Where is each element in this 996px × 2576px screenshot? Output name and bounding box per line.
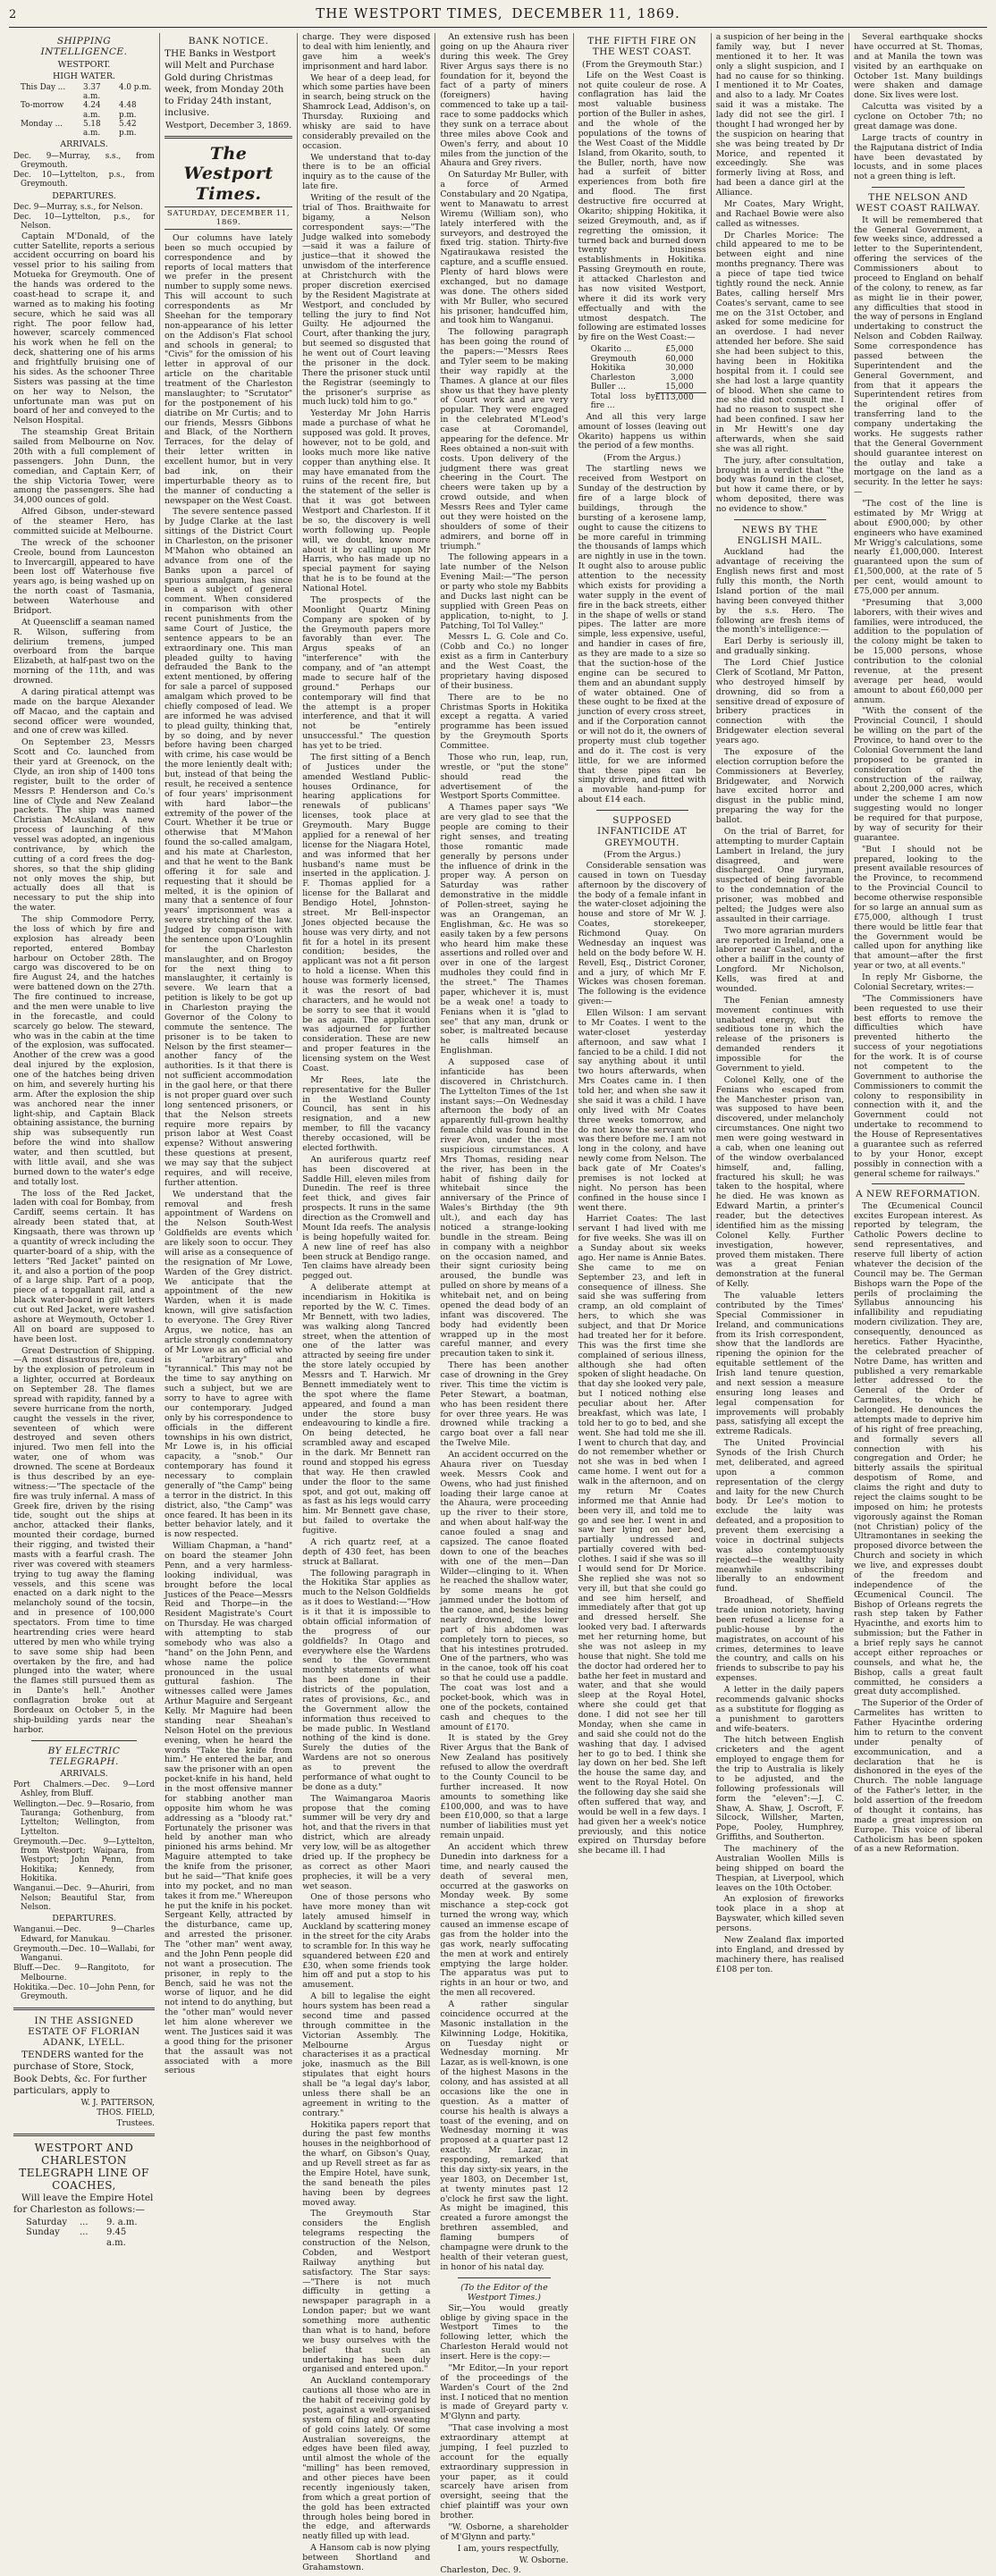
article-paragraph: Considerable sensation was caused in town on Tuesday afternoon by the discovery of the body of a female infant in the water-closet adjoining the house and store of Mr W. J. Coates, storekeeper, Richmond Quay. On Wednesday an inquest was held on the body before W. H. Revell, Esq., District Coroner, and a jury, of which Mr F. Wickes was chosen foreman. The following is the evidence given:— <box>578 860 706 1007</box>
letter-place: Charleston, Dec. 9. <box>440 2565 521 2576</box>
tel-departures-label: DEPARTURES. <box>52 1914 116 1924</box>
paper-title: The Westport Times. <box>183 144 274 204</box>
divider <box>872 187 965 188</box>
tel-departure-item: Bluff.—Dec. 9—Rangitoto, for Melbourne. <box>13 1964 155 1983</box>
article-paragraph: Harriet Coates: The last servant I had lived with me for five weeks. She was ill on a Sunday about six weeks ago. Her name is Annie Bates. She came to me on September 23, and left in consequence of illness. She said she was suffering from cramp, an old complaint of hers, to which she was subject, and that Dr Morice had treated her for it before. This was the first time she complained of serious illness, although she had often spoken of slight headache. On that day she looked very pale, but I noticed nothing else peculiar about her. After breakfast, which was late, I told her to go to bed, and she went. She had told me she ill. I went to church that day, and do not remember whether or not she was in bed when I came home. I went out for a walk in the afternoon, and on my return Mr Coates informed me that Annie had been very ill, and told me to go and see her. I went in and saw her lying on her bed, partially undressed and partially covered with bed-clothes. I said if she was so ill I would send for Dr Morice. She replied she was not so very ill, but that she could go and see him herself, and immediately after that got up and dressed herself. She looked very bad. I afterwards met her returning home, but she was not asleep in my house that night. She told me the doctor had ordered her to bathe her feet in mustard and water, and that she would sleep at the Royal Hotel, where she could get that done. I did not see her till Monday, when she came in and said she could not do the washing that day. I advised her to go to bed. I think she lay down on her bed. She left the house the same day, and went to the Royal Hotel. On the following day she said she often suffered that way, and would be well in a few days. I had given her a week's notice previously, and this notice expired on Thursday before she became ill. I had <box>578 1214 706 1856</box>
article-paragraph: The exposure of the election corruption before the Commissioners at Beverley, Bridgewater, and Norwich have excited horror and disgust in the public mind, preparing the way for the ballot. <box>715 746 844 826</box>
article-paragraph: On September 23, Messrs Scott and Co. launched from their yard at Greenock, on the Clyde, an iron ship of 1400 tons register, built to the order of Messrs P. Henderson and Co.'s line of Clyde and New Zealand packets. The ship was named Christian McAusland. A new process of launching of this vessel was adopted, an ingenious contrivance, by which the cutting of a cord frees the dog-shores, so that the ship gliding not only moves the ship, but actually does all that is necessary to put the ship into the water. <box>13 737 155 913</box>
letter-paragraph: "That case involving a most extraordinary attempt at jumping, I feel puzzled to account for the equally extraordinary suppression in your paper, as it could scarcely have arisen from oversight, seeing that the chief plaintiff was your own brother. <box>440 2423 569 2521</box>
bank-notice: THE Banks in Westport will Melt and Purchase Gold during Christmas week, from Monday 20th to Friday 24th instant, inclusive. <box>165 48 284 118</box>
article-paragraph: A bill to legalise the eight hours system has been read a second time and passed through committee in the Victorian Assembly. The Melbourne Argus characterises it as a practical joke, inasmuch as the Bill stipulates that eight hours shall be "a legal day's labor, unless there shall be an agreement in writing to the contrary." <box>302 1991 431 2118</box>
article-paragraph: An accident occurred on the Ahaura river on Tuesday week. Messrs Cook and Owens, who had just finished loading their large canoe at the Ahaura, were proceeding up the river to their store, and when about half-way the canoe fouled a snag and capsized. The canoe floated down to one of the beaches with one of the men—Dan Wilder—clinging to it. When he reached the shallow water, by some means he got jammed under the bottom of the canoe, and, besides being nearly drowned, the lower part of his abdomen was completely torn to pieces, so that his intestines protruded. One of the partners, who was in the canoe, took off his coat so that he could use a paddle. The coat was lost and a pocket-book, which was in one of the pockets, contained cash and cheques to the amount of £170. <box>440 1450 569 1732</box>
article-paragraph: "Presuming that 3,000 laborers, with their wives and families, were introduced, the addition to the population of the colony might be taken to be 15,000 persons, whose contribution to the colonial revenue, at the present average per head, would amount to about £60,000 per annum. <box>853 597 983 705</box>
infanticide-source: (From the Argus.) <box>603 849 681 860</box>
page-number: 2 <box>9 8 17 21</box>
article-paragraph: An accident which threw Dunedin into darkness for a time, and nearly caused the death of several men, occurred at the gasworks on Monday week. By some mischance a step-cock got turned the wrong way, which caused an immense escape of gas from the holder into the gas work, nearly suffocating the men at work and entirely emptying the large holder. The apparatus was put to rights in an hour or two, and the men all recovered. <box>440 1842 569 1999</box>
letter-paragraph: "W. Osborne, a shareholder of M'Glynn and party." <box>440 2521 569 2542</box>
divider <box>734 519 826 520</box>
article-paragraph: It is stated by the Grey River Argus that the Bank of New Zealand has positively refused to allow the overdraft to the County Council to be further increased. It now amounts to something like £100,000, and was to have been £10,000, so that a large number of liabilities must yet remain unpaid. <box>440 1733 569 1841</box>
article-paragraph: Several earthquake shocks have occurred at St. Thomas, and at Manila the town was visited by an earthquake on October 1st. Many buildings were shaken and damage done. Six lives were lost. <box>853 32 983 101</box>
tel-departure-item: Wanganui.—Dec. 9—Charles Edward, for Manukau. <box>13 1925 155 1944</box>
tel-arrival-item: Wanganui.—Dec. 9—Ahuriri, from Nelson; Beautiful Star, from Nelson. <box>13 1884 155 1912</box>
reform-heading: A NEW REFORMATION. <box>856 1189 981 1200</box>
article-paragraph: An auriferous quartz reef has been discovered at Saddle Hill, eleven miles from Dunedin. The reef is three feet thick, and gives fair prospects. It runs in the same direction as the Cromwell and Mount Ida reefs. The analysis is being hopefully waited for. A new line of reef has also been struck at Bendigo range. Ten claims have already been pegged out. <box>302 1154 431 1282</box>
article-paragraph: A letter in the daily papers recommends galvanic shocks as a substitute for flogging as a punishment to garotters and wife-beaters. <box>715 1685 844 1734</box>
arrival-item: Dec. 10—Lyttelton, p.s., from Greymouth. <box>13 171 155 189</box>
article-paragraph: An extensive rush has been going on up the Ahaura river during this week. The Grey River Argus says there is no foundation for it, beyond the fact of a party of miners (foreigners) having commenced to take up a tail-race to some paddocks which they sunk on a terrace about three miles above Cook and Owen's ferry, and about 10 miles from the junction of the Ahaura and Grey rivers. <box>440 32 569 169</box>
article-paragraph: The Fenian amnesty movement continues with unabated energy, but the seditious tone in which the release of the prisoners is demanded renders it impossible for the Government to yield. <box>715 995 844 1073</box>
article-paragraph: We hear of a deep lead, for which some parties have been in search, being struck on the Shamrock Lead, Addison's, on Thursday. Ruxioing and whisky are said to have considerably prevailed on the occasion. <box>302 72 431 151</box>
port-heading: WESTPORT. <box>57 59 111 70</box>
column-3 <box>298 32 435 2572</box>
bank-heading: BANK NOTICE. <box>188 36 269 46</box>
article-paragraph: On Saturday Mr Buller, with a force of Armed Constabulary and 20 Ngatipa, went to Manawatu to arrest Wiremu (William son), who lately interfered with the surveyors, and destroyed the fixed trig. station. Thirty-five Ngatiraukawa resisted the capture, and a scuffle ensued. Plenty of hard blows were exchanged, but no damage was done. The others sided with Mr Buller, who secured his prisoner, handcuffed him, and took him to Wanganui. <box>440 170 569 326</box>
article-paragraph: An Auckland contemporary cautions all those who are in the habit of receiving gold by post, against a well-organised system of filing and sweating of gold coins lately. Of some Australian sovereigns, the edges have been filed away, until almost the whole of the "milling" has been removed, and other pieces have been recently ingeniously taken, from which a great portion of the gold has been extracted through holes being bored in the edge, and afterwards neatly filled up with lead. <box>302 2376 431 2542</box>
article-paragraph: The Waimangaroa Maoris propose that the coming summer will be very dry and hot, and that the rivers in that district, which are already very low, will be as altogether dried up. If the prophecy be as correct as other Maori prophecies, it will be a very wet season. <box>302 1793 431 1891</box>
article-paragraph: Captain M'Donald, of the cutter Satellite, reports a serious accident occurring on board his vessel prior to his sailing from Motueka for Greymouth. One of the hands was ordered to the coast-head to scrape it, and warned as to making his footing secure, which he said was all right. The poor fellow had, however, scarcely commenced his work when he fell on the deck, shattering one of his arms and frightfully bruising one of his sides. As the schooner Three Sisters was passing at the time on her way to Nelson, the unfortunate man was put on board of her and conveyed to the Nelson Hospital. <box>13 231 155 426</box>
paper-name: THE WESTPORT TIMES, <box>316 5 503 21</box>
article-paragraph: The following paragraph in the Hokitika Star applies as much to the Nelson Goldfields as it does to Westland:—"How is it that it is impossible to obtain official information of the progress of our goldfields? In Otago and everywhere else the Wardens send to the Government monthly statements of what has been done in their districts of the population, rates of provisions, &c., and the Government allow the information thus received to be made public. In Westland nothing of the kind is done. Surely the duties of the Wardens are not so onerous as to prevent the performance of what ought to be done as a duty." <box>302 1568 431 1792</box>
article-paragraph: Our columns have lately been so much occupied by correspondence and by reports of local matters that we prefer in the present number to supply some news. This will account to such correspondents as Mr Sheehan for the temporary non-appearance of his letter on the Addison's Flat school and schools in general; to "Civis" for the omission of his letter in approval of our article on the charitable treatment of the Charleston manslaughter; to "Scrutator" for the postponement of his diatribe on Mr Curtis; and to our friends, Messrs Gibbons and Black, of the Northern Terraces, for the delay of their letter written in excellent humor, but in very bad ink, on their imperturbable theory as to the manner of conducting a newspaper on the West Coast. <box>165 232 293 506</box>
issue-date: DECEMBER 11, 1869. <box>511 5 680 21</box>
article-paragraph: The ship Commodore Perry, the loss of which by fire and explosion has already been reported, entered Bombay harbour on October 28th. The cargo was discovered to be on fire August 24, and the hatches were battened down on the 27th. The fire continued to increase, and the men were unable to live in the forecastle, and could scarcely go below. The steward, who was in the cabin at the time of the explosion, was suffocated. Another of the crew was a good deal injured by the explosion, one of the hatches being driven on him, and severely hurting his arm. After the explosion the ship was anchored near the inner light-ship, and Captain Black obtaining assistance, the burning ship was subsequently run before the wind into shallow water, and then scuttled, but with little avail, and she was burned down to the water's edge and totally lost. <box>13 914 155 1187</box>
article-paragraph: Calcutta was visited by a cyclone on October 7th; no great damage was done. <box>853 102 983 131</box>
masthead <box>9 5 987 28</box>
bank-date: Westport, December 3, 1869. <box>165 121 292 131</box>
article-paragraph: A supposed case of infanticide has been discovered in Christchurch. The Lyttelton Times of the 1st instant says:—On Wednesday afternoon the body of an apparently full-grown healthy female child was found in the river Avon, under the most suspicious circumstances. A Mrs Thomas, residing near the river, has been in the habit of fishing daily for whitebait since the anniversary of the Prince of Wales's Birthday (the 9th ult.), and each day has noticed a strange-looking bundle in the stream. Being in company with a neighbor on the occasion named, and their signt curiosity being aroused, the bundle was pulled on shore by means of a whitebait net, and on being opened the dead body of an infant was discovered. The body had evidently been wrapped up in the most careful manner, and every precaution taken to sink it. <box>440 1057 569 1360</box>
article-paragraph: Life on the West Coast is not quite couleur de rose. A conflagration has laid the most valuable business portion of the Buller in ashes, and the whole of the populations of the towns of the West Coast of the Middle Island, from Okarito, south, to the Buller, north, have now had a surfeit of bitter experiences from both fire and flood. The first destructive fire occurred at Okarito; shipping Hokitika, it seized Greymouth, and, as if regretting the omission, it turned back and burned down twenty business establishments in Hokitika. Passing Greymouth en route, it attacked Charleston and has now visited Westport, where it did its work very effectually and with the utmost despatch. The following are estimated losses by fire on the West Coast:— <box>578 70 706 343</box>
fire-source: (From the Greymouth Star.) <box>582 59 703 70</box>
letter-paragraph: Sir,—You would greatly oblige by giving space in the Westport Times to the following letter, which the Charleston Herald would not insert. Here is the copy:— <box>440 2302 569 2362</box>
article-paragraph: The Lord Chief Justice Clerk of Scotland, Mr Patton, who destroyed himself by drowning, did so from a sensitive dread of exposure of bribery practices in connection with the Bridgewater election several years ago. <box>715 658 844 746</box>
estate-heading: IN THE ASSIGNED ESTATE OF FLORIAN ADANK, LYELL. <box>28 2015 140 2049</box>
article-paragraph: The Œcumenical Council excites European interest. As reported by telegram, the Catholic Powers decline to send representatives, and reserve full liberty of action whatever the decision of the Council may be. The German Bishops warn the Pope of the perils of proclaiming the Syllabus announcing his infallibility and repudiating modern civilization. They are, consequently, denounced as heretics. Father Hyacinthe, the celebrated preacher of Notre Dame, has written and published a very remarkable letter addressed to the General of the Order of Carmelites, to which he belonged. He denounces the attempts made to deprive him of his right of free preaching, and formally severs all connection with his congregation and Order; he bitterly assails the spiritual despotism of Rome, and claims the right and duty to reject the claims sought to be imposed on him; he protests vigorously against the Roman (not Christian) policy of the Ultramontanes in seeking the proposed divorce between the Church and society in which we live, and expresses doubt of the freedom and independence of the Œcumenical Council. The Bishop of Orleans regrets the rash step taken by Father Hyacinthe, and exorts him to submission; but the Father in a brief reply says he cannot accept either reproaches or counsels, and what he, the Bishop, calls a great fault committed, he considers a great duty accomplished. <box>853 1200 983 1697</box>
article-paragraph: The valuable letters contributed by the Times' Special Commissioner in Ireland, and communications from its Irish correspondent, show that the landlords are ripening the opinion for the equitable settlement of the Irish land tenure question, and next session a measure ensuring long leases and legal compensation for improvements will probably pass, satisfying all except the extreme Radicals. <box>715 1291 844 1437</box>
letter-signature: W. Osborne. <box>519 2555 569 2565</box>
article-paragraph: The startling news we received from Westport on Sunday of the destruction by fire of a large block of buildings, through the bursting of a kerosene lamp, ought to cause the citizens to be more careful in trimming the thousands of lamps which are nightly in use in the town. It ought also to arouse public attention to the necessity which exists for providing a water supply in the event of fire in the back streets, either in the shape of wells or stand pipes. The latter are more simple, less expensive, useful, and handier in cases of fire, as they are made to a size so that the suction-hose of the engine can be secured to them and an abundant supply of water obtained. One of these ought to be fixed at the junction of every cross street, and if the Corporation cannot or will not do it, the owners of property must club together and do it. The cost is very little, for we are informed that these pipes can be simply driven, and fitted with a movable hand-pump for about £14 each. <box>578 464 706 805</box>
article-paragraph: It will be remembered that the General Government, a few weeks since, addressed a letter to the Superintendent, offering the services of the Commissioners about to proceed to England on behalf of the colony, to renew, as far as might lie in their power, any difficulties that stood in the way of persons in England undertaking to construct the Nelson and Cobden Railway. Some correspondence has passed between the Superintendent and the General Government, and from that it appears the Superintendent retires from the original offer of transferring land to the company undertaking the works. He suggests rather that the General Government should guarantee interest on the outlay and take a mortgage on the land as a security. In the letter he says:— <box>853 215 983 498</box>
letter-heading: (To the Editor of the Westport Times.) <box>460 2282 548 2302</box>
infanticide-heading: SUPPOSED INFANTICIDE AT GREYMOUTH. <box>597 815 688 848</box>
fire-heading: THE FIFTH FIRE ON THE WEST COAST. <box>587 36 697 58</box>
article-paragraph: The wreck of the schooner Creole, bound from Launceston to Invercargill, appeared to have been lost off Waterhouse five years ago, is being washed up on the north coast of Tasmania, between Waterhouse and Bridport. <box>13 537 155 616</box>
article-paragraph: Auckland had the advantage of receiving the English news first and most fully this month, the North Island portion of the mail having been conveyed thither by the s.s. Hero. The following are fresh items of the month's intelligence:— <box>715 547 844 636</box>
divider <box>13 2134 155 2136</box>
article-paragraph: On the trial of Barret, for attempting to murder Captain Lambert in Ireland, the jury disagreed, and were discharged. One juryman, suspected of being favorable to the condemnation of the prisoner, was mobbed and pelted; the Judges were also assaulted in their carriage. <box>715 826 844 924</box>
article-paragraph: An explosion of fireworks took place in a shop at Bayswater, which killed seven persons. <box>715 1894 844 1934</box>
column-6 <box>712 32 849 1974</box>
article-paragraph: "The cost of the line is estimated by Mr Wrigg at about £900,000; by other engineers who have examined Mr Wrigg's calculations, some nearly £1,000,000. Interest guaranteed upon the sum of £1,500,000, at the rate of 5 per cent, would amount to £75,000 per annum. <box>853 499 983 596</box>
departure-item: Dec. 9—Murray, s.s., for Nelson. <box>13 202 143 212</box>
column-2 <box>160 33 298 2076</box>
article-paragraph: William Chapman, a "hand" on board the steamer John Penn, and a very harmless-looking individual, was brought before the local Justices of the Peace—Messrs Reid and Thorpe—in the Resident Magistrate's Court on Thursday. He was charged with attempting to stab somebody who was also a "hand" on the John Penn, and whose name the police pronounced in the usual guttural fashion. The witnesses called were James Arthur Maguire and Sergeant Kelly. Mr Maguire had been standing near Sheahan's Nelson Hotel on the previous evening, when he heard the words "Take the knife from him." He entered the bar, and saw the prisoner with an open pocket-knife in his hand, held in the most offensive manner for stabbing another man opposite him whom he was addressing as a "bloody rat." Fortunately the prisoner was held by another man who pinioned his arms behind. Mr Maguire attempted to take the knife from the prisoner, but he said—"That knife goes into my pocket, and no man takes it from me." Whereupon he put the knife in his pocket. Sergeant Kelly, attracted by the disturbance, came up, and arrested the prisoner. The "other man" went away, and the John Penn people did not want a prosecution. The prisoner, in reply to the Bench, said he was not the worse of liquor, and he did not intend to do anything, but the "other man" would never let him alone wherever we went. The Justices said it was a good thing for the prisoner that the assault was not associated with a more serious <box>165 1541 293 2076</box>
article-paragraph: New Zealand flax imported into England, and dressed by machinery there, has realised £108 per ton. <box>715 1934 844 1974</box>
article-paragraph: Colonel Kelly, one of the Fenians who escaped from the Manchester prison van, was supposed to have been discovered, under melancholy circumstances. One night two men were going westward in a cab, when one leaning out of the window overbalanced himself, and, falling, fractured his skull; he was taken to the hospital, where he died. He was known as Edward Martin, a printer's reader, but the detectives identified him as the missing Colonel Kelly. Further investigation, however, proved them mistaken. There was a great Fenian demonstration at the funeral of Kelly. <box>715 1074 844 1290</box>
article-paragraph: A daring piratical attempt was made on the barque Alexander off Macao, and the captain and second officer were wounded, and one of crew was killed. <box>13 686 155 737</box>
arrivals-label: ARRIVALS. <box>60 139 108 150</box>
letter-paragraph: "Mr Editor,—In your report of the proceedings of the Warden's Court of the 2nd inst. I noticed that no mention is made of Greyard party v. M'Glynn and party. <box>440 2362 569 2422</box>
masthead-title <box>45 5 951 21</box>
article-paragraph: The steamship Great Britain sailed from Melbourne on Nov. 20th with a full complement of passengers. John Dunn, the comedian, and Captain Kerr, of the ship Victoria Tower, were among the passengers. She had 34,000 ounces of gold. <box>13 427 155 506</box>
divider <box>596 810 688 811</box>
letter-close: I am, yours respectfully, <box>457 2543 560 2554</box>
high-water-label: HIGH WATER. <box>52 71 115 81</box>
article-paragraph: A deliberate attempt at incendiarism in Hokitika is reported by the W. C. Times. Mr Bennett, with two ladies, was walking along Tancred street, when the attention of one of the latter was attracted by seeing fire under the store lately occupied by Messrs and T. Harwich. Mr Bennett immediately went to the spot where the flame appeared, and found a man under the store busy endeavouring to kindle a fire. On being detected, he scrambled away and escaped in the dark. Mr Bennett ran round and stopped his egress that way. He then crawled under the floor to the same spot, and got out, making off as fast as his legs would carry him. Mr Bennett gave chase, but failed to overtake the fugitive. <box>302 1283 431 1536</box>
column-1 <box>9 33 160 2249</box>
article-paragraph: And all this very large amount of losses (leaving out Okarito) happens us within the period of a few months. <box>578 411 706 451</box>
article-paragraph: A rich quartz reef, at a depth of 430 feet, has been struck at Ballarat. <box>302 1536 431 1567</box>
tel-arrival-item: Port Chalmers.—Dec. 9—Lord Ashley, from Bluff. <box>13 1780 155 1799</box>
article-paragraph: In reply Mr Gisborne, the Colonial Secretary, writes:— <box>853 972 983 992</box>
article-paragraph: The following appears in a late number of the Nelson Evening Mail:—"The person or party who stole my Babbits and Ducks last night can be supplied with Green Peas on application, to-night, to J. Patching, Tol Tol Valley." <box>440 552 569 631</box>
divider <box>31 1740 137 1741</box>
article-paragraph: Alfred Gibson, under-steward of the steamer Hero, has committed suicide at Melbourne. <box>13 507 155 536</box>
railway-heading: THE NELSON AND WEST COAST RAILWAY. <box>856 192 981 215</box>
coach-notice: Will leave the Empire Hotel for Charleston as follows:— <box>13 2192 154 2215</box>
article-paragraph: Earl Derby is seriously ill, and gradually sinking. <box>715 636 844 657</box>
dateline: SATURDAY, DECEMBER 11, 1869. <box>165 206 292 230</box>
article-paragraph: The following paragraph has been going the round of the papers:—"Messrs Rees and Tyler seem to be making their way rapidly at the Thames. A glance at our files show us that they have plenty of Court work and are very popular. They were engaged in the celebrated M'Leod's case at Coromandel, appearing for the defence. Mr Rees obtained a non-suit with costs. Upon delivery of the judgment there was great cheering in the Court. The cheers were taken up by a crowd outside, and when Messrs Rees and Tyler came out they were hoisted on the shoulders of some of their admirers, and borne off in triumph." <box>440 327 569 551</box>
tide-table: This Day ... 3.37 a.m. 4.0 p.m. To-morrow 4.24 a.m. 4.48 p.m. Monday ... 5.18 a.m. 5.42 p.m. <box>21 82 152 139</box>
article-paragraph: At Queenscliff a seaman named R. Wilson, suffering from delirium tremens, jumped overboard from the barque Elizabeth, at half-past two on the morning of the 11th, and was drowned. <box>13 617 155 686</box>
article-paragraph: a suspicion of her being in the family way, but I never mentioned it to her. It was only a slight suspicion, and I had no cause for so thinking. I mentioned it to Mr Coates, and also to a lady. Mr Coates said it was a mistake. The lady did not see the girl. I thought I had wronged her by the suspicion on hearing that she was being treated by Dr Morice, and repented it exceedingly. She was formerly living at Ross, and had been a dance girl at the Alliance. <box>715 32 844 198</box>
article-paragraph: There has been another case of drowning in the Grey river. This time the victim is Peter Stewart, a boatman, who has been resident there for over three years. He was drowned while tracking a cargo boat over a fall near the Twelve Mile. <box>440 1360 569 1449</box>
article-paragraph: Great Destruction of Shipping.—A most disastrous fire, caused by the explosion of petroleum in a lighter, occurred at Bordeaux on September 28. The flames spread with rapidity, fanned by a severe hurricane from the north, caught the vessels in the river, seventeen of which were destroyed and seven others injured. Two men fell into the water, one of whom was drowned. The scene at Bordeaux is thus described by an eye-witness:—"The spectacle of the fire was truly infernal. A mass of Greek fire, driven by the rising tide, sought out the ships at anchor, attacked their flanks, mounted their cordage, burned their rigging, and twisted their masts with a fearful crash. The river was covered with steamers trying to tug away the flaming vessels, and this scene was enacted on a dark night to the melancholy sound of the tocsin, and in presence of 100,000 spectators. From time to time heartrending cries were heard uttered by men who while trying to save some ship had been overtaken by the fire, and had plunged into the water, where the flames still pursued them as in Dante's hell." Another conflagration broke out at Bordeaux on October 5, in the ship-building yards near the harbor. <box>13 1345 155 1735</box>
tel-departure-item: Hokitika.—Dec. 10—John Penn, for Greymouth. <box>13 1983 155 2002</box>
columns <box>9 32 987 2576</box>
article-paragraph: The Greymouth Star considers the English telegrams respecting the construction of the Nelson, Cobden, and Westport Railway anything but satisfactory. The Star says:—"There is not much difficulty in getting a newspaper paragraph in a London paper; but we want something more authentic than what is to hand, before we busy ourselves with the belief that such an undertaking has been duly organised and entered upon." <box>302 2209 431 2375</box>
coach-heading: WESTPORT AND CHARLESTON TELEGRAPH LINE OF COACHES, <box>19 2142 149 2193</box>
departure-item: Dec. 10—Lyttelton, p.s., for Nelson. <box>13 213 155 232</box>
article-paragraph: "But I should not be prepared, looking to the present available resources of the Province, to recommend to the Provincial Council to become otherwise responsible for so large an annual sum as £75,000, although I trust there would be little fear that the Government would be called upon for anything like that amount—after the first year or two, at all events." <box>853 844 983 972</box>
coach-schedule: Saturday ... 9. a.m. Sunday ... 9.45 a.m. <box>26 2217 138 2249</box>
article-paragraph: The machinery of the Australian Woollen Mills is being shipped on board the Thespian, at Liverpool, which leaves on the 10th October. <box>715 1844 844 1893</box>
shipping-heading: SHIPPING INTELLIGENCE. <box>40 36 128 58</box>
tel-arrivals-label: ARRIVALS. <box>60 1769 108 1780</box>
article-paragraph: A rather singular coincidence occurred at the Masonic installation in the Kilwinning Lodge, Hokitika, on Tuesday night or Wednesday morning. Mr Lazar, as is well-known, is one of the highest Masons in the colony, and has assisted at all occasions like the one in question. As a matter of course his health is always a toast of the evening, and on Wednesday morning it was proposed at a quarter past 12 exactly. Mr Lazar, in responding, remarked that this day sixty-six years, in the year 1803, on December 1st, at twenty minutes past 12 o'clock he first saw the light. As might be imagined, this created a furore amongst the brethren assembled, and flaming bumpers of champagne were drunk to the health of their veteran guest, in honor of his natal day. <box>440 1999 569 2272</box>
fire-losses-table: Okarito ... £5,000 Greymouth 60,000 Hokitika 30,000 Charleston 3,000 Buller ... 15,000 Total loss by fire ... £113,000 <box>591 345 706 411</box>
article-paragraph: Dr Charles Morice: The child appeared to me to be between eight and nine months pregnancy. There was a piece of tape tied twice tightly round the neck. Annie Bates, calling herself Mrs Coates's servant, came to see me on the 31st October, and asked for some medicine for an overdose. I had never attended her before. She said she had been subject to this, having been in Hokitika hospital from it. I could see she had lost a large quantity of blood. When she came to me she did not consult me. I had no reason to suspect she had been confined. I saw her in Mr Hewitt's one day afterwards, when she said she was all right. <box>715 230 844 454</box>
column-4 <box>435 32 573 2576</box>
article-paragraph: The prospects of the Moonlight Quartz Mining Company are spoken of by the Greymouth papers more favorably than ever. The Argus speaks of an "interference" with the company, and of "an attempt made to secure half of the ground." Perhaps our contemporary will find that the attempt is a proper interference, and that it will not be "entirely unsuccessful." The question has yet to be tried. <box>302 594 431 751</box>
article-paragraph: Mr Coates, Mary Wright, and Rachael Bowie were also called as witnesses. <box>715 198 844 229</box>
article-paragraph: Mr Rees, late the representative for the Buller in the Westland County Council, has sent in his resignation, and a new member, to fill the vacancy thereby occasioned, will be elected forthwith. <box>302 1074 431 1153</box>
article-paragraph: The first sitting of a Bench of Justices under the amended Westland Public-houses Ordinance, for hearing applications for renewals of publicans' licenses, took place at Greymouth. Mary Bugge applied for a renewal of her license for the Niagara Hotel, and was informed that her husband's name must be inserted in the application. J. F. Thomas applied for a license for the Ballarat and Bendigo Hotel, Johnston-street. Mr Bell-inspector Jones objected because the house was very dirty, and not fit for a hotel in its present condition; besides, the applicant was not a fit person to hold a license. When this house was formerly licensed, it was the resort of bad characters, and he would not be sorry to see that it would be as again. The application was adjourned for further consideration. These are new and proper features in the licensing system on the West Coast. <box>302 752 431 1073</box>
article-paragraph: Broadhead, of Sheffield trade union notoriety, having been refused a license for a public-house by the magistrates, on account of his crimes, determines to leave the country, and calls on his friends to subscribe to pay his expenses. <box>715 1595 844 1684</box>
article-paragraph: The severe sentence passed by Judge Clarke at the last sittings of the District Court in Charleston, on the prisoner M'Mahon who obtained an advance from one of the Banks upon a parcel of spurious amalgam, has since been a subject of general comment. When considered in comparison with other recent punishments from the same Court of Justice, the sentence appears to be an extraordinary one. This man pleaded guilty to having defrauded the Bank to the extent mentioned, by offering for sale a parcel of supposed amalgam which proved to be chiefly composed of lead. We are informed he was advised to plead guilty, thinking that, by so doing, and by never before having been charged with crime, his case would be the more leniently dealt with; but, instead of that being the result, he received a sentence of four years' imprisonment with hard labor—the extremity of the power of the Court. Whether it be true or otherwise that M'Mahon found the so-called amalgam, and his mate at Charleston, and that he went to the Bank offering it for sale and requesting that it should be melted, it is the opinion of many that a sentence of four years' imprisonment was a severe stretching of the law. Judged by comparison with the sentence upon O'Loughlin for the Charleston manslaughter, and on Brogoy for the next thing to manslaughter, it certainly is severe. We learn that a petition is likely to be got up in Charleston praying the Governor of the Colony to commute the sentence. The prisoner is to be taken to Nelson by the first steamer—another fancy of the authorities. Is it that there is not sufficient accommodation in the gaol here, or that there is not proper guard over such long sentenced prisoners, or that the Nelson streets require more repairs by prison labor at West Coast expense? Without answering these questions at present, we may say that the subject requires, and will receive, further attention. <box>165 507 293 1188</box>
departures-label: DEPARTURES. <box>52 190 116 201</box>
article-paragraph: We understand that to-day there is to be an official inquiry as to the cause of the late fire. <box>302 152 431 192</box>
divider <box>872 1183 965 1184</box>
article-paragraph: The jury, after consultation, brought in a verdict that "the body was found in the closet, but how it came there, or by whom deposited, there was no evidence to show." <box>715 455 844 514</box>
article-paragraph: charge. They were disposed to deal with him leniently, and gave him a week's imprisonment and hard labor. <box>302 32 431 72</box>
article-paragraph: Those who run, leap, run, wrestle, or "put the stone" should read the advertisement of the Westport Sports Committee. <box>440 752 569 802</box>
article-paragraph: The United Provincial Synods of the Irish Church met, deliberated, and agreed upon a common representation of the clergy and laity for the new Church body. Dr Lee's motion to exclude the laity was defeated, and a proposition to prevent them exercising a voice in doctrinal subjects was also contemptuously rejected—the wealthy laity meanwhile subscribing liberally to an endowment fund. <box>715 1438 844 1595</box>
article-paragraph: A Hansom cab is now plying between Shortland and Grahamstown. <box>302 2543 431 2572</box>
article-paragraph: A Thames paper says "We are very glad to see that the people are coming to their right senses, and treating those romantic made generally by persons under the influence of drink in the proper way. A person on Saturday was rather demonstrative in the middle of Pollen-street, saying he was an Orangeman, an Englishman, &c. He was so easily taken by a few persons who heard him make these assertions and rolled over and over in one of the largest mudholes they could find in the street." The Thames paper, whichever it is, must be a weak one! a toady to Fenians when it is "glad to see" that any man, drunk or sober, is maltreated because he calls himself an Englishman. <box>440 803 569 1056</box>
article-paragraph: The hitch between English cricketers and the agent employed to engage them for the trip to Australia is likely to be adjusted, and the following professionals will form the "eleven":—J. C. Shaw, A. Shaw, J. Oscroft, F. Silcock, Willsher, Marten, Pope, Pooley, Humphrey, Griffiths, and Southerton. <box>715 1735 844 1843</box>
column-7 <box>849 32 987 1855</box>
estate-notice: TENDERS wanted for the purchase of Store, Stock, Book Debts, &c. For further particulars, apply to <box>13 2050 147 2096</box>
article-paragraph: There are to be no Christmas Sports in Hokitika except a regatta. A varied programme has been issued by the Greymouth Sports Committee. <box>440 692 569 751</box>
article-paragraph: We understand that the removal and fresh appointment of Wardens on the Nelson South-West Goldfields are events which are likely soon to occur. They will arise as a consequence of the resignation of Mr Lowe, Warden of the Grey district. We anticipate that the appointment of the new Warden, when it is made known, will give satisfaction to everyone. The Grey River Argus, we notice, has an article strongly condemnatory of Mr Lowe as an official who is "arbitrary" and "tyrannical." This may not be the time to say anything on such a subject, but we are sorry to have to agree with our contemporary. Judged only by his correspondence to officials in the different townships in his own district, Mr Lowe is, in his official capacity, a "snob." Our contemporary has found it necessary to complain generally of "the Camp" being a terror in the district. In this district, also, "the Camp" was once feared. It has been in its better behavior lately, and it is now respected. <box>165 1189 293 1540</box>
column-5 <box>574 33 712 1856</box>
article-paragraph: Large tracts of country in the Rajputana district of India have been devastated by locusts, and in some places not a green thing is left. <box>853 132 983 182</box>
estate-signature: W. J. PATTERSON, <box>80 2098 155 2108</box>
article-paragraph: "With the consent of the Provincial Council, I should be willing on the part of the Province, to hand over to the Colonial Government the land proposed to be granted in consideration of the construction of the railway, about 2,200,000 acres, which under the scheme I am now suggesting would no longer be required for that purpose, by way of security for their guarantee. <box>853 706 983 843</box>
article-paragraph: Hokitika papers report that during the past few months houses in the neighborhood of the wharf, on Gibson's Quay, and up Revell street as far as the Empire Hotel, have sunk, the sand beneath the piles having been by degrees moved away. <box>302 2119 431 2208</box>
divider <box>458 2277 550 2278</box>
tel-departure-item: Greymouth.—Dec. 10—Wallabi, for Wanganui. <box>13 1944 155 1964</box>
divider <box>165 136 292 139</box>
estate-signature: Trustees. <box>116 2118 155 2128</box>
article-paragraph: The Superior of the Order of Carmelites has written to Father Hyacinthe ordering him to return to the convent under penalty of excommunication, and a declaration that he is dishonored in the eyes of the Church. The noble language of the Father's letter, in the bold assertion of the freedom of thought it contains, has made a great impression on Europe. This voice of liberal Catholicism has been spoken of as a new Reformation. <box>853 1698 983 1855</box>
argus-source: (From the Argus.) <box>603 453 681 464</box>
tel-arrival-item: Wellington.—Dec. 9—Rosario, from Tauranga; Gothenburg, from Lyttelton; Wellington, from Lyttelton. <box>13 1799 155 1837</box>
divider <box>13 2008 155 2010</box>
article-paragraph: Yesterday Mr John Harris made a purchase of what he supposed was gold. It proves, however, not to be gold, and looks much more like native copper than anything else. It may have emanated from the ruins of the recent fire, but the statement of the seller is that it was got between Westport and Charleston. If it be so, the discovery is well worth following up. People will, we doubt, know more about it by calling upon Mr Harris, who has made up no special payment for saying that he is to be found at the National Hotel. <box>302 408 431 593</box>
estate-signature: THOS. FIELD, <box>97 2109 155 2118</box>
article-paragraph: Two more agrarian murders are reported in Ireland, one a laborer near Cashel, and the other a bailiff in the county of Longford. Mr Nicholson, Kells, was fired at and wounded. <box>715 925 844 994</box>
article-paragraph: "The Commissioners have been requested to use their best efforts to remove the difficulties which have prevented hitherto the success of your negotiations for the work. It is of course not competent to the Government to authorise the Commissioners to commit the colony to responsibility in connection with it, and the Government could not undertake to recommend to the House of Representatives a guarantee such as referred to by your Honor, except possibly in connection with a general scheme for railways." <box>853 993 983 1179</box>
article-paragraph: One of those persons who have more money than wit lately amused himself in Auckland by scattering money in the street for the city Arabs to scramble for. In this way he squandered between £20 and £30, when some friends took him off and put a stop to his amusement. <box>302 1892 431 1991</box>
article-paragraph: Messrs L. G. Cole and Co. (Cobb and Co.) no longer exist as a firm in Canterbury and the West Coast, the proprietary having disposed of their business. <box>440 632 569 691</box>
article-paragraph: Writing of the result of the trial of Thos. Braithwaite for bigamy, a Nelson correspondent says:—"The Judge walked into somebody—said it was a failure of justice—that it showed the unwisdom of the interference at Christchurch with the proper discretion exercised by the Resident Magistrate at Westport, and concluded by telling the jury to find Not Guilty. He adjourned the Court, after thanking the jury, but seemed so disgusted that he went out of Court leaving the prisoner in the dock. There the prisoner stuck until the Registrar (seemingly to the prisoner's surprise as much luck) told him to go." <box>302 193 431 408</box>
article-paragraph: Ellen Wilson: I am servant to Mr Coates. I went to the water-closet yesterday afternoon, and saw what I fancied to be a child. I did not say anything about it until two hours afterwards, when Mrs Coates came in. I then told her, and when she saw it she said it was a child. I have only lived with Mr Coates three weeks tomorrow, and do not know the servant who was there before me. I am not long in the colony, and have newly come from Nelson. The back gate of Mr Coates's premises is not locked at night. No person has been confined in the house since I went there. <box>578 1008 706 1213</box>
tel-arrival-item: Greymouth.—Dec. 9—Lyttelton, from Westport; Waipara, from Westport; John Penn, from Hokitika; Kennedy, from Hokitika. <box>13 1837 155 1884</box>
arrival-item: Dec. 9—Murray, s.s., from Greymouth. <box>13 151 155 170</box>
article-paragraph: The loss of the Red Jacket, laden with coal for Bombay, from Cardiff, seems certain. It has already been stated that, at Kingsaath, there was thrown up a quantity of wreck including the quarter-board of a ship, with the letters "Red Jacket" painted on it, and also a portion of the poop of a large ship. Part of a poop, piece of a topgallant rail, and a black water-board in gilt letters cut out Red Jacket, were washed ashore at Weymouth, October 1. All on board are supposed to have been lost. <box>13 1188 155 1344</box>
news-heading: NEWS BY THE ENGLISH MAIL. <box>737 524 823 547</box>
telegraph-heading: BY ELECTRIC TELEGRAPH. <box>47 1745 121 1767</box>
